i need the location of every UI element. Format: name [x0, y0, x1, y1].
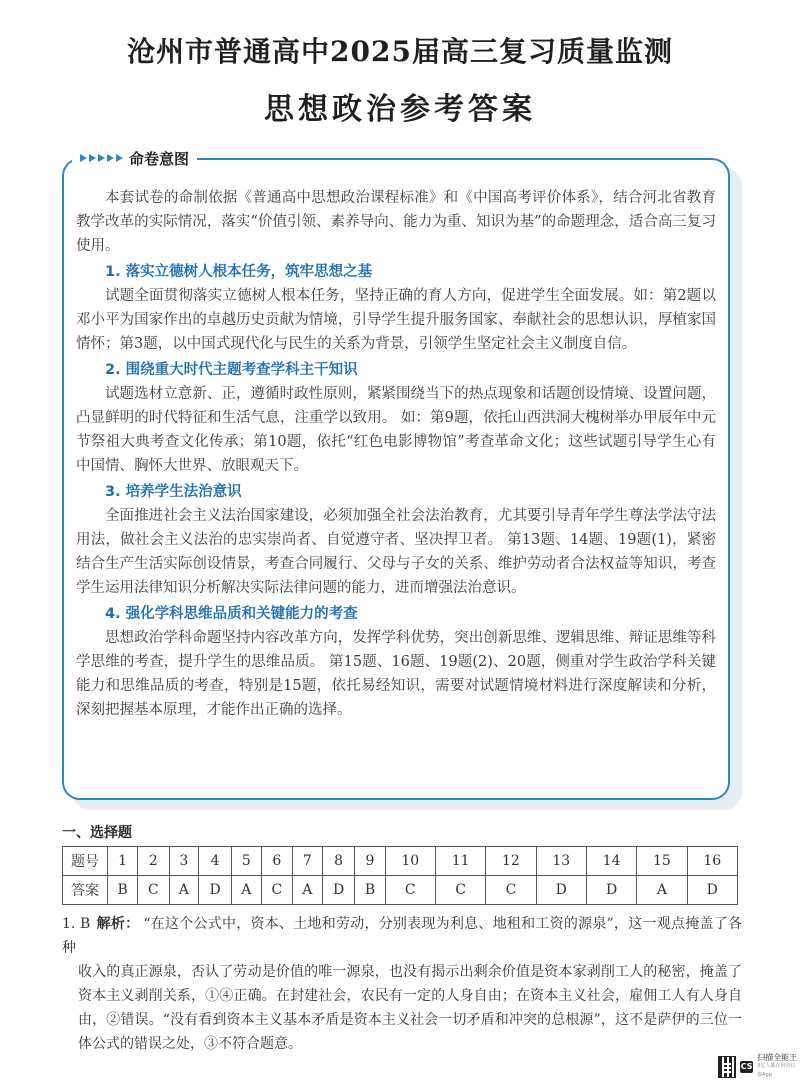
answer-cell: C [261, 876, 292, 905]
question-number: 7 [292, 847, 322, 876]
intent-section-body: 试题选材立意新、正，遵循时政性原则，紧紧围绕当下的热点现象和话题创设情境、设置问题，凸显鲜明的时代特征和生活气息，注重学以致用。 如：第9题，依托山西洪洞大槐树举办甲辰年中元节祭祖大典考查文化传承；第10题，依托“红色电影博物馆”考查革命文化；这些试题引导学生心有中国情、胸怀大世界、放眼观天下。 [76, 386, 716, 474]
question-number: 4 [199, 847, 232, 876]
intent-section-heading: 4. 强化学科思维品质和关键能力的考查 [105, 606, 358, 622]
question-number: 16 [687, 847, 737, 876]
explanation-first-line [62, 912, 742, 960]
explanation-text-start: “在这个公式中，资本、土地和劳动，分别表现为利息、地租和工资的源泉”，这一观点掩盖了各种 [62, 916, 743, 956]
question-number: 2 [138, 847, 169, 876]
answer-cell: C [486, 876, 536, 905]
answer-cell: D [586, 876, 636, 905]
row-label-number: 题号 [63, 847, 108, 876]
document-title: 沧州市普通高中2025届高三复习质量监测 [127, 35, 673, 68]
qr-code-icon [718, 1056, 736, 1078]
watermark-text [757, 1053, 800, 1080]
question-number: 10 [385, 847, 435, 876]
question-number: 13 [536, 847, 586, 876]
answer-cell: B [355, 876, 385, 905]
table-row-answers [63, 876, 738, 905]
question-number: 5 [231, 847, 261, 876]
intent-box-heading: 命卷意图 [129, 149, 190, 168]
answer-table [62, 846, 738, 905]
intent-section-body: 思想政治学科命题坚持内容改革方向，发挥学科优势，突出创新思维、逻辑思维、辩证思维等科学思维的考查，提升学生的思维品质。 第15题、16题、19题(2)、20题，侧重对学生政治学科关键能力和思维品质的考查，特别是15题，依托易经知识，需要对试题情境材料进行深度解读和分析，深刻把握基本原理，才能作出正确的选择。 [76, 630, 716, 718]
answer-cell: D [536, 876, 586, 905]
explanation-keyword: 解析： [96, 916, 140, 932]
intent-intro: 本套试卷的命制依据《普通高中思想政治课程标准》和《中国高考评价体系》，结合河北省教育教学改革的实际情况，落实“价值引领、素养导向、能力为重、知识为基”的命题理念，适合高三复习使用。 [76, 190, 716, 254]
question-number: 12 [486, 847, 536, 876]
watermark-sub: 3亿人都在用的扫描App [757, 1063, 796, 1078]
intent-section-body: 试题全面贯彻落实立德树人根本任务，坚持正确的育人方向，促进学生全面发展。如：第2题以邓小平为国家作出的卓越历史贡献为情境，引导学生提升服务国家、奉献社会的思想认识，厚植家国情怀；第3题，以中国式现代化与民生的关系为背景，引领学生坚定社会主义制度自信。 [76, 288, 716, 352]
explanation-text-rest: 收入的真正源泉，否认了劳动是价值的唯一源泉，也没有揭示出剩余价值是资本家剥削工人的秘密，掩盖了资本主义剥削关系，①④正确。在封建社会，农民有一定的人身自由；在资本主义社会，雇佣工人有人身自由，②错误。“没有看到资本主义基本矛盾是资本主义社会一切矛盾和冲突的总根源”，这不是萨伊的三位一体公式的错误之处，③不符合题意。 [78, 964, 742, 1052]
intent-section-body: 全面推进社会主义法治国家建设，必须加强全社会法治教育，尤其要引导青年学生尊法学法守法用法，做社会主义法治的忠实崇尚者、自觉遵守者、坚决捍卫者。 第13题、14题、19题(1)，紧密结合生产生活实际创设情景，考查合同履行、父母与子女的关系、维护劳动者合法权益等知识，考查学生运用法律知识分析解决实际法律问题的能力，进而增强法治意识。 [76, 508, 716, 596]
answer-cell: A [292, 876, 322, 905]
answer-cell: D [687, 876, 737, 905]
answer-cell: D [199, 876, 232, 905]
explanation-number: 1. B [62, 916, 91, 932]
explanation-block [62, 912, 742, 1056]
scanner-watermark [718, 1053, 800, 1080]
question-number: 6 [261, 847, 292, 876]
question-number: 11 [435, 847, 485, 876]
answer-cell: C [138, 876, 169, 905]
question-number: 15 [637, 847, 687, 876]
intent-box-tab [72, 147, 197, 169]
answer-cell: C [435, 876, 485, 905]
question-number: 3 [169, 847, 199, 876]
arrow-decoration-icon [80, 154, 123, 162]
intent-section-heading: 3. 培养学生法治意识 [105, 484, 242, 500]
row-label-answer: 答案 [63, 876, 108, 905]
answer-cell: A [169, 876, 199, 905]
document-subtitle: 思想政治参考答案 [264, 92, 536, 127]
table-row-numbers [63, 847, 738, 876]
answer-cell: D [322, 876, 355, 905]
question-number: 8 [322, 847, 355, 876]
answer-cell: C [385, 876, 435, 905]
question-number: 14 [586, 847, 636, 876]
watermark-name: 扫描全能王 [757, 1053, 798, 1062]
answer-cell: B [108, 876, 138, 905]
answer-cell: A [231, 876, 261, 905]
intent-box-content [76, 186, 716, 722]
question-number: 1 [108, 847, 138, 876]
intent-section-heading: 1. 落实立德树人根本任务，筑牢思想之基 [105, 264, 373, 280]
intent-section-heading: 2. 围绕重大时代主题考查学科主干知识 [105, 362, 358, 378]
choice-section-label: 一、选择题 [62, 825, 132, 841]
answer-cell: A [637, 876, 687, 905]
camscanner-logo: CS [740, 1062, 753, 1071]
question-number: 9 [355, 847, 385, 876]
